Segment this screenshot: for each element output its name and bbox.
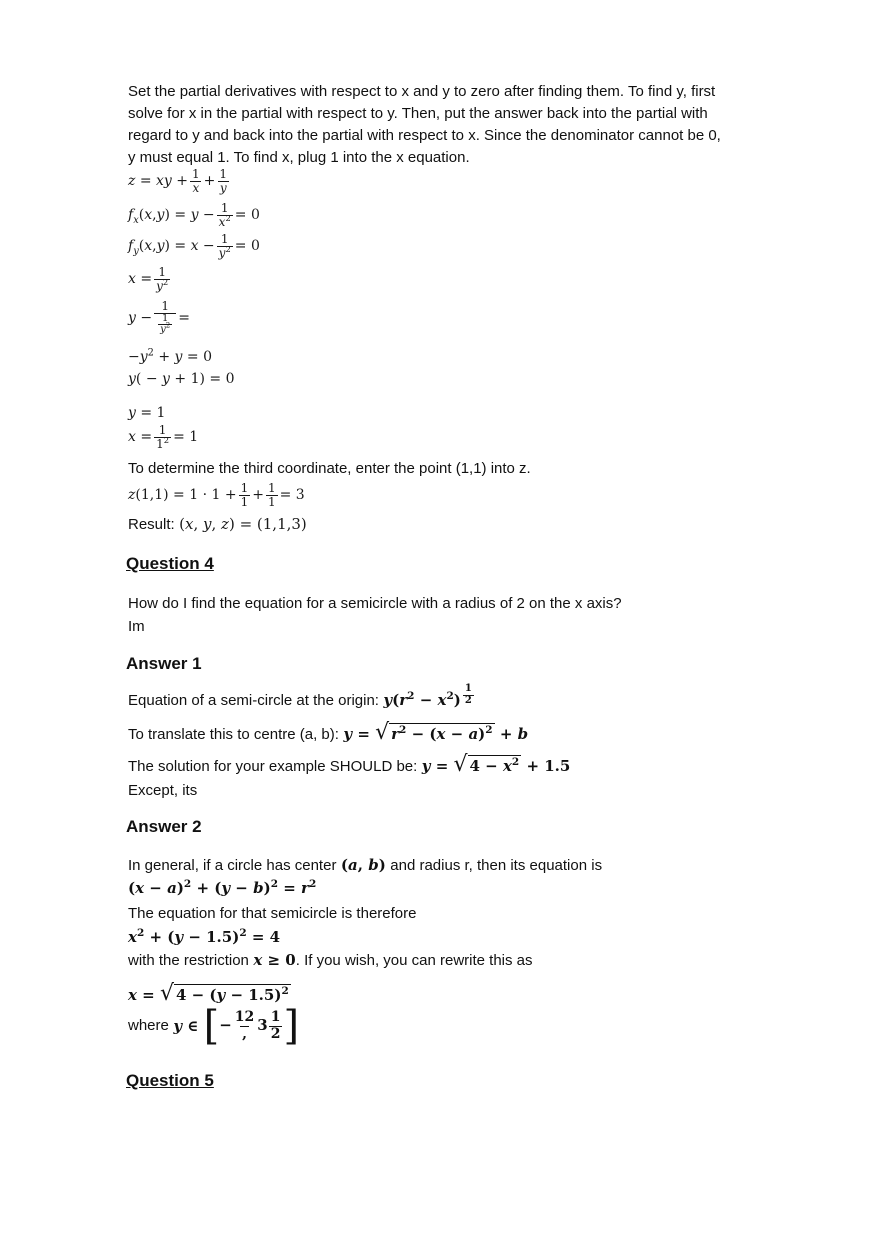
question-4-heading: Question 4 (126, 554, 214, 573)
question-5-heading: Question 5 (126, 1071, 214, 1090)
third-coordinate-text: To determine the third coordinate, enter the point (1,1) into z. (128, 460, 531, 477)
intro-line-2: solve for x in the partial with respect to y. Then, put the answer back into the partial with (128, 105, 708, 122)
equation-x-solve: x = $\frac{1}{y^2}$ (128, 265, 169, 293)
equation-substitute: y − $\frac{1}{\frac{1}{y^2}}$ = (128, 299, 190, 336)
question-4-text: How do I find the equation for a semicircle with a radius of 2 on the x axis? (128, 595, 622, 612)
intro-line-3: regard to y and back into the partial with respect to x. Since the denominator cannot be 0, (128, 127, 721, 144)
answer-1-line-2: To translate this to centre (a, b): y = √ $r^2 - (x - a)^2 + b$ (128, 720, 529, 745)
answer-2-domain: where y ∈ [− $\frac{12}{,}$ 3 $\frac{1}{2}$ ] (128, 1003, 300, 1049)
equation-z-eval: z(1,1) = 1 · 1 + $\frac{1}{1}$ + $\frac{1}{1}$ = 3 (128, 481, 305, 509)
intro-line-4: y must equal 1. To find x, plug 1 into the x equation. (128, 149, 470, 166)
result-label: Result: (128, 516, 175, 533)
answer-2-line-1: In general, if a circle has center (a, b) and radius r, then its equation is (128, 856, 603, 874)
answer-1-line-1: Equation of a semi-circle at the origin: $y(r^2 - x^2)$ $^{\frac{1}{2}}$ (128, 683, 472, 709)
result-line: Result: (x, y, z) = (1,1,3) (128, 515, 307, 533)
answer-2-line-3: The equation for that semicircle is therefore (128, 905, 417, 922)
intro-line-1: Set the partial derivatives with respect to x and y to zero after finding them. To find y, first (128, 83, 716, 100)
equation-z: z = xy + $\frac{1}{x}$ + $\frac{1}{y}$ (128, 167, 228, 195)
answer-2-line-5: with the restriction x ≥ 0. If you wish, you can rewrite this as (128, 951, 533, 969)
answer-1-line-3: The solution for your example SHOULD be: y = √ $4 - x^2 + 1.5$ (128, 752, 571, 777)
question-4-text-2: Im (128, 618, 145, 635)
equation-fx: $f_x(x,y) = y$ − $\frac{1}{x^2}$ = 0 (128, 201, 260, 229)
equation-y-value: y = 1 (128, 405, 166, 421)
answer-2-heading: Answer 2 (126, 817, 202, 836)
answer-1-line-4: Except, its (128, 782, 198, 799)
answer-2-rewritten-equation: x = √ $4 - (y - 1.5)^2$ (128, 981, 289, 1006)
equation-quadratic: $-y^2 + y = 0$ (128, 347, 212, 365)
answer-1-heading: Answer 1 (126, 654, 202, 673)
equation-factored: y( − y + 1) = 0 (128, 371, 235, 387)
equation-fy: $f_y(x,y) = x$ − $\frac{1}{y^2}$ = 0 (128, 232, 260, 260)
answer-2-circle-equation: $(x - a)^2 + (y - b)^2 = r^2$ (128, 878, 317, 897)
equation-x-value: x = $\frac{1}{1^2}$ = 1 (128, 423, 199, 451)
answer-2-semicircle-equation: $x^2 + (y - 1.5)^2 = 4$ (128, 927, 281, 946)
